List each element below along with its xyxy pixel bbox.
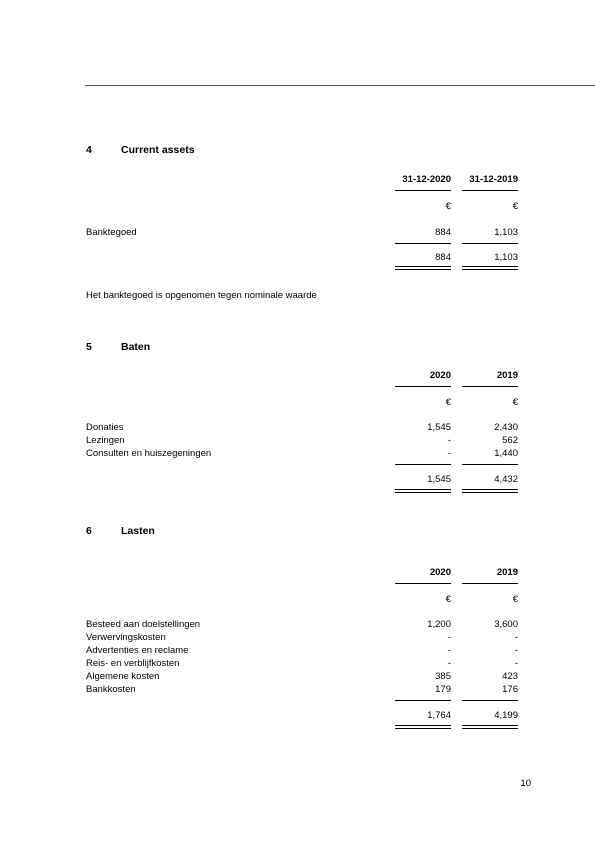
header-underline-2 [462,583,518,584]
row-value-1: 1,545 [427,422,451,433]
row-value-1: - [447,645,451,656]
section-number: 6 [86,525,92,537]
row-value-2: - [514,658,518,669]
subtotal-line-1 [395,700,451,701]
total-value-1: 1,764 [427,710,451,721]
header-rule [85,85,595,86]
row-value-1: - [447,435,451,446]
currency-symbol-2: € [512,201,518,212]
row-label: Reis- en verblijfkosten [86,658,180,669]
section-number: 5 [86,341,92,353]
currency-symbol-1: € [445,594,451,605]
row-label: Verwervingskosten [86,632,166,643]
section-title: Lasten [121,525,155,537]
row-value-1: 385 [435,671,451,682]
currency-symbol-1: € [445,201,451,212]
subtotal-line-2 [462,243,518,244]
column-header-2: 2019 [496,567,518,578]
column-header-1: 31-12-2020 [402,174,451,185]
row-label: Consulten en huiszegeningen [86,448,212,459]
section-note: Het banktegoed is opgenomen tegen nominale waarde [86,290,317,301]
row-value-1: 1,200 [427,619,451,630]
row-value-1: - [447,448,451,459]
total-value-1: 1,545 [427,474,451,485]
subtotal-line-1 [395,464,451,465]
section-number: 4 [86,144,92,156]
row-value-1: 884 [435,227,451,238]
header-underline-2 [462,190,518,191]
total-double-line-1 [395,266,451,270]
currency-symbol-2: € [512,594,518,605]
row-label: Donaties [86,422,124,433]
total-double-line-2 [462,489,518,493]
total-double-line-2 [462,266,518,270]
subtotal-line-2 [462,700,518,701]
column-header-1: 2020 [429,567,451,578]
row-value-1: - [447,658,451,669]
total-value-2: 4,199 [494,710,518,721]
row-label: Advertenties en reclame [86,645,189,656]
section-title: Baten [121,341,151,353]
column-header-1: 2020 [429,370,451,381]
header-underline-2 [462,386,518,387]
total-value-2: 1,103 [494,252,518,263]
row-value-2: 176 [502,684,518,695]
total-value-2: 4,432 [494,474,518,485]
currency-symbol-1: € [445,397,451,408]
column-header-2: 2019 [496,370,518,381]
section-title: Current assets [121,144,195,156]
row-value-2: 562 [502,435,518,446]
total-double-line-1 [395,725,451,729]
header-underline-1 [395,583,451,584]
currency-symbol-2: € [512,397,518,408]
row-label: Bankkosten [86,684,136,695]
page-number: 10 [520,778,531,789]
total-double-line-2 [462,725,518,729]
total-value-1: 884 [435,252,451,263]
row-value-2: - [514,645,518,656]
row-value-2: 2,430 [494,422,518,433]
subtotal-line-2 [462,464,518,465]
header-underline-1 [395,190,451,191]
header-underline-1 [395,386,451,387]
row-value-2: 3,600 [494,619,518,630]
row-label: Lezingen [86,435,125,446]
row-value-1: - [447,632,451,643]
row-value-2: - [514,632,518,643]
row-value-2: 1,103 [494,227,518,238]
row-label: Besteed aan doelstellingen [86,619,201,630]
total-double-line-1 [395,489,451,493]
row-value-1: 179 [435,684,451,695]
row-label: Banktegoed [86,227,137,238]
subtotal-line-1 [395,243,451,244]
column-header-2: 31-12-2019 [469,174,518,185]
row-label: Algemene kosten [86,671,160,682]
row-value-2: 1,440 [494,448,518,459]
row-value-2: 423 [502,671,518,682]
